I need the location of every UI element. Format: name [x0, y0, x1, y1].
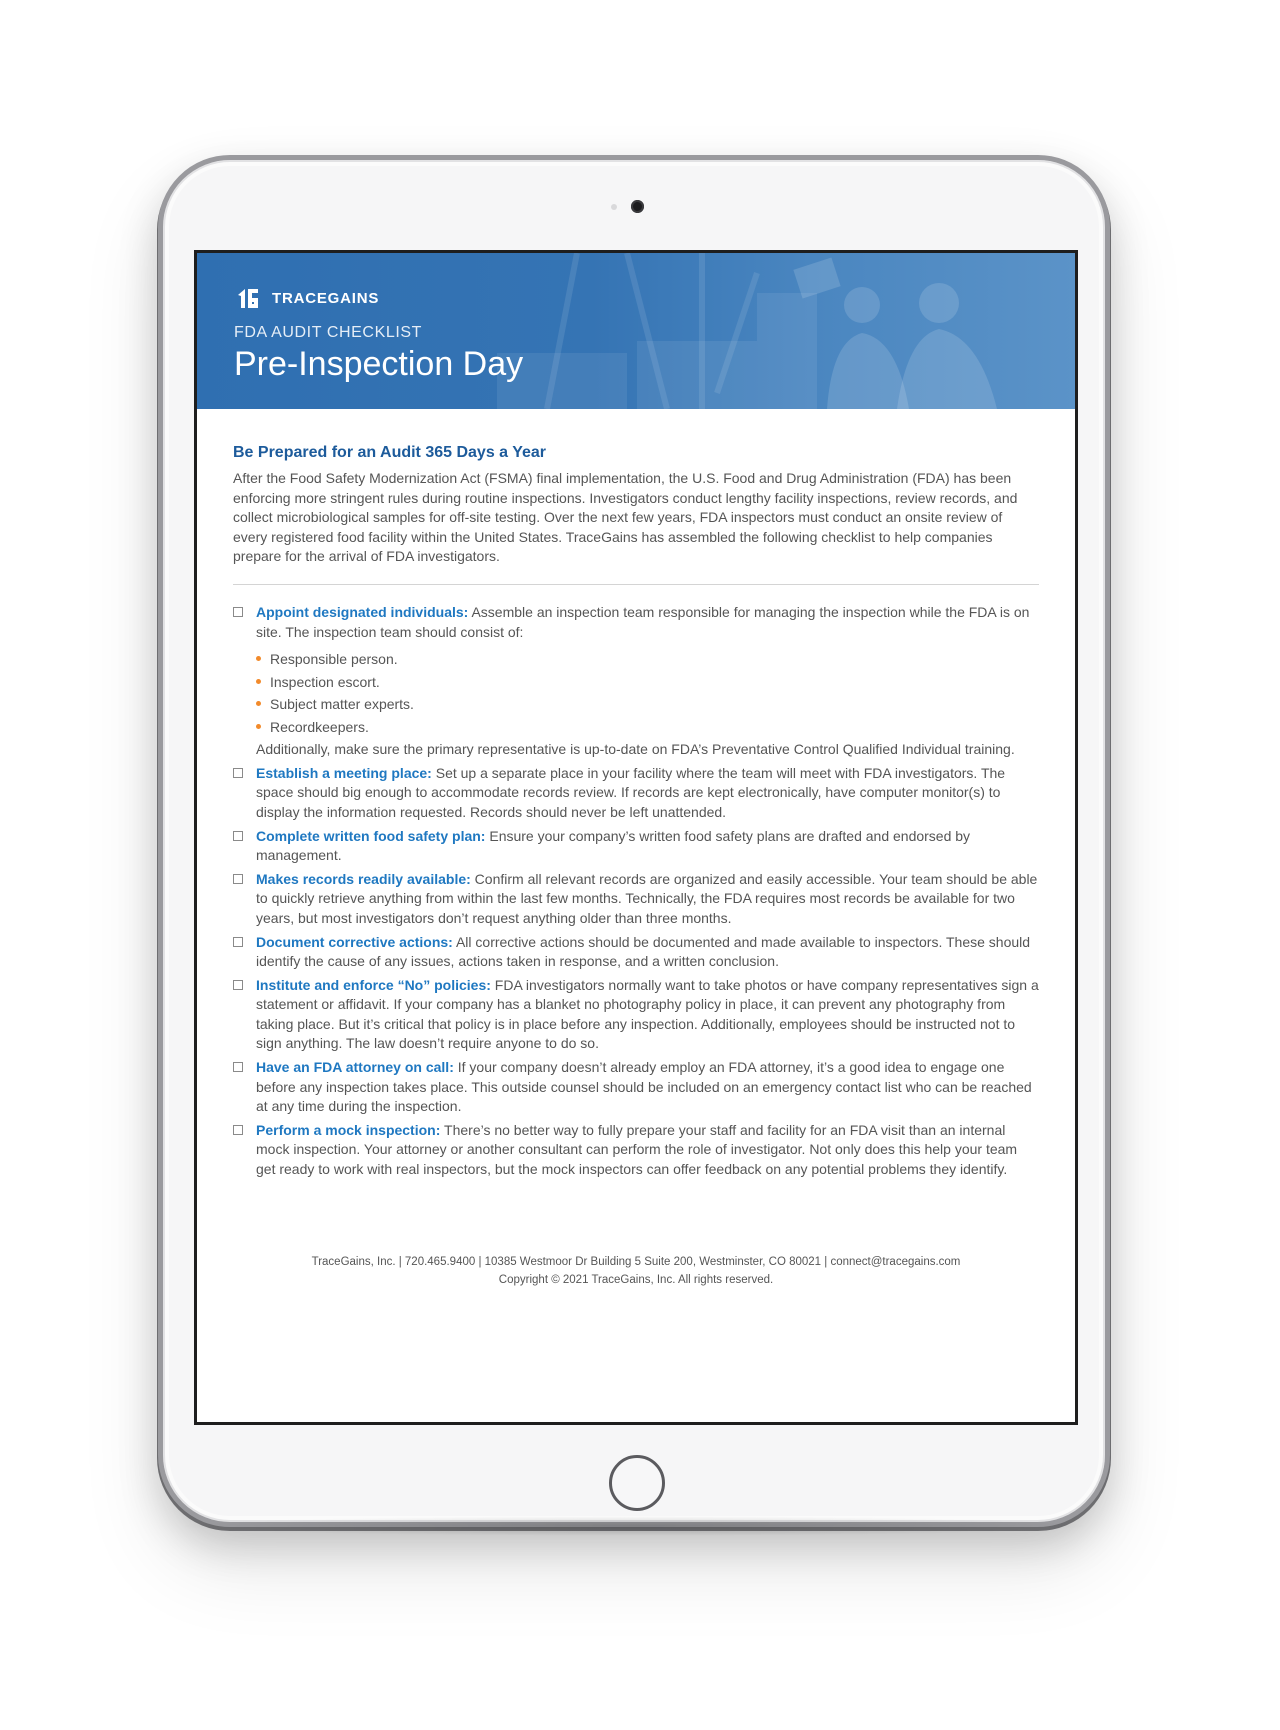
list-item: [256, 693, 1039, 716]
header-banner: [197, 253, 1075, 409]
divider: [233, 584, 1039, 585]
checkbox[interactable]: [233, 1125, 243, 1135]
team-roles-list: [256, 648, 1039, 738]
bullet-icon: [256, 701, 261, 706]
checkbox[interactable]: [233, 937, 243, 947]
checklist-item-title: Have an FDA attorney on call:: [256, 1059, 454, 1076]
document-kicker: FDA AUDIT CHECKLIST: [234, 324, 423, 341]
checkbox[interactable]: [233, 874, 243, 884]
checkbox[interactable]: [233, 831, 243, 841]
list-item-text: Subject matter experts.: [270, 696, 414, 713]
checklist-item-title: Establish a meeting place:: [256, 764, 432, 781]
section-heading: Be Prepared for an Audit 365 Days a Year: [233, 444, 547, 461]
checklist-item-text: Confirm all relevant records are organized and easily accessible. Your team should be able to quickly retrieve anything from within the last few months. Technically, the FDA requires most records be available for two years, but most investigators don’t request anything older than three months.: [256, 870, 1038, 926]
checklist-item: [233, 827, 1039, 866]
brand: [234, 283, 379, 313]
checklist-item-text: There’s no better way to fully prepare your staff and facility for an FDA visit than an internal mock inspection. Your attorney or another consultant can perform the role of investigator. Not only does this help your team get ready to work with real inspectors, but the mock inspectors can offer feedback on any potential problems they identify.: [256, 1121, 1018, 1178]
list-item: [256, 648, 1039, 671]
bullet-icon: [256, 679, 261, 684]
checklist-item-title: Complete written food safety plan:: [256, 827, 486, 844]
checkbox[interactable]: [233, 980, 243, 990]
checklist-item-text: FDA investigators normally want to take photos or have company representatives sign a statement or affidavit. If your company has a blanket no photography policy in place, it can prevent any photography from taking place. But it’s critical that policy is in place before any inspection. Additionally, employees should be instructed not to sign anything. The law doesn’t require anyone to do so.: [256, 976, 1039, 1052]
document-footer: [197, 1253, 1075, 1289]
checklist-item-text: If your company doesn’t already employ an FDA attorney, it’s a good idea to engage one before any inspection takes place. This outside counsel should be included on an emergency contact list who can be reached at any time during the inspection.: [256, 1059, 1032, 1115]
list-item: [256, 716, 1039, 739]
document-title: Pre-Inspection Day: [234, 345, 524, 383]
checklist-item: [233, 933, 1039, 972]
checklist-item-text: Assemble an inspection team responsible for managing the inspection while the FDA is on site. The inspection team should consist of:: [256, 603, 1030, 640]
checklist-item-text: Ensure your company’s written food safety plans are drafted and endorsed by management.: [256, 827, 971, 864]
front-camera: [631, 200, 644, 213]
checklist-item-title: Document corrective actions:: [256, 933, 453, 950]
checklist-item: [233, 976, 1039, 1054]
checklist-item-title: Perform a mock inspection:: [256, 1121, 441, 1138]
list-item-text: Responsible person.: [270, 651, 398, 668]
bullet-icon: [256, 724, 261, 729]
footer-contact: TraceGains, Inc. | 720.465.9400 | 10385 Westmoor Dr Building 5 Suite 200, Westminster, CO 80021 | connect@tracegains.com: [311, 1256, 961, 1268]
list-item-text: Inspection escort.: [270, 673, 380, 690]
checklist-item-note: Additionally, make sure the primary representative is up-to-date on FDA’s Preventative Control Qualified Individual training.: [256, 741, 1015, 758]
checklist-item: [233, 764, 1039, 823]
sensor-dot: [611, 204, 617, 210]
list-item: [256, 671, 1039, 694]
checklist-item: [233, 870, 1039, 929]
document-content: [233, 443, 1039, 1184]
checklist-item-text: Set up a separate place in your facility where the team will meet with FDA investigators. The space should big enough to accommodate records review. If records are kept electronically, have computer monitor(s) to display the information requested. Records should never be left unattended.: [256, 764, 1006, 820]
footer-copyright: Copyright © 2021 TraceGains, Inc. All rights reserved.: [498, 1274, 774, 1286]
tracegains-logo-icon: [234, 284, 262, 312]
list-item-text: Recordkeepers.: [270, 718, 369, 735]
checklist-item-title: Appoint designated individuals:: [256, 603, 469, 620]
checklist-item-title: Makes records readily available:: [256, 870, 471, 887]
checklist-item-text: All corrective actions should be documented and made available to inspectors. These should identify the cause of any issues, actions taken in response, and a written conclusion.: [256, 933, 1031, 970]
checklist-item: [233, 1058, 1039, 1117]
checklist: [233, 603, 1039, 1180]
intro-paragraph: After the Food Safety Modernization Act (FSMA) final implementation, the U.S. Food and Drug Administration (FDA) has been enforcing more stringent rules during routine inspections. Investigators conduct lengthy facility inspections, review records, and collect microbiological samples for off-site testing. Over the next few years, FDA inspectors must conduct an onsite review of every registered food facility within the United States. TraceGains has assembled the following checklist to help companies prepare for the arrival of FDA investigators.: [233, 470, 1018, 565]
tablet-screen: [194, 250, 1078, 1425]
checkbox[interactable]: [233, 768, 243, 778]
bullet-icon: [256, 656, 261, 661]
checklist-item: [233, 603, 1039, 760]
home-button[interactable]: [609, 1455, 665, 1511]
checkbox[interactable]: [233, 1062, 243, 1072]
checklist-item: [233, 1121, 1039, 1180]
checkbox[interactable]: [233, 607, 243, 617]
checklist-item-title: Institute and enforce “No” policies:: [256, 976, 491, 993]
brand-name: TRACEGAINS: [272, 289, 380, 307]
